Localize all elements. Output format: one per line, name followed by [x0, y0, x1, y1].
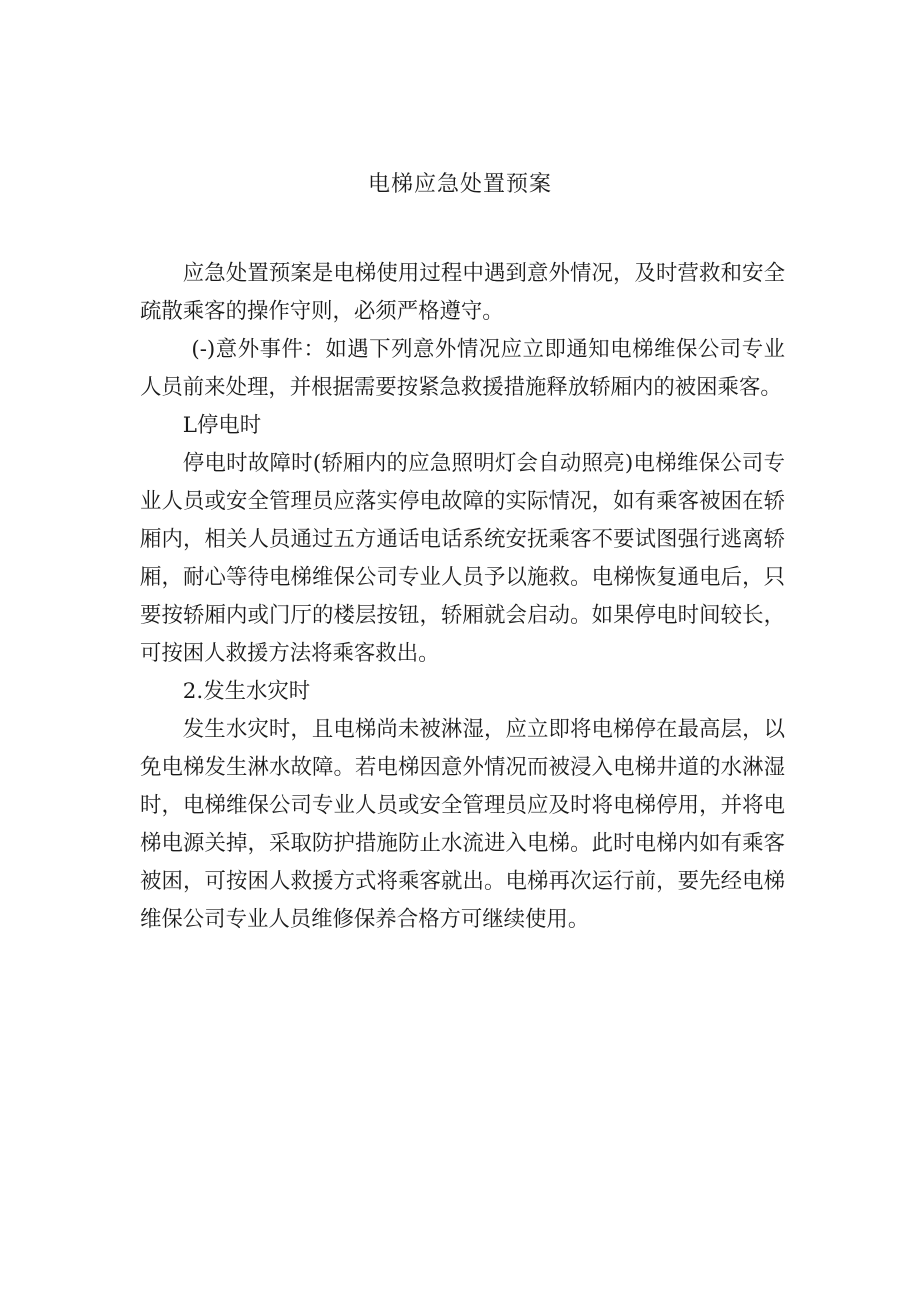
item1-paragraph: 停电时故障时(轿厢内的应急照明灯会自动照亮)电梯维保公司专业人员或安全管理员应落实停电故障的实际情况，如有乘客被困在轿厢内，相关人员通过五方通话电话系统安抚乘客不要试图强行逃离轿厢，耐心等待电梯维保公司专业人员予以施救。电梯恢复通电后，只要按轿厢内或门厅的楼层按钮，轿厢就会启动。如果停电时间较长，可按困人救援方法将乘客救出。: [140, 451, 785, 666]
item1-heading: L停电时: [182, 413, 262, 438]
document-title: 电梯应急处置预案: [367, 172, 552, 197]
item2-paragraph: 发生水灾时，且电梯尚未被淋湿，应立即将电梯停在最高层，以免电梯发生淋水故障。若电梯因意外情况而被浸入电梯井道的水淋湿时，电梯维保公司专业人员或安全管理员应及时将电梯停用，并将电梯电源关掉，采取防护措施防止水流进入电梯。此时电梯内如有乘客被困，可按困人救援方式将乘客就出。电梯再次运行前，要先经电梯维保公司专业人员维修保养合格方可继续使用。: [140, 717, 785, 932]
item2-heading: 2.发生水灾时: [182, 679, 311, 704]
intro-paragraph: 应急处置预案是电梯使用过程中遇到意外情况，及时营救和安全疏散乘客的操作守则，必须严格遵守。: [140, 261, 785, 324]
section-one-paragraph: (-)意外事件：如遇下列意外情况应立即通知电梯维保公司专业人员前来处理，并根据需要按紧急救援措施释放轿厢内的被困乘客。: [140, 337, 785, 400]
document-body: [140, 255, 785, 939]
